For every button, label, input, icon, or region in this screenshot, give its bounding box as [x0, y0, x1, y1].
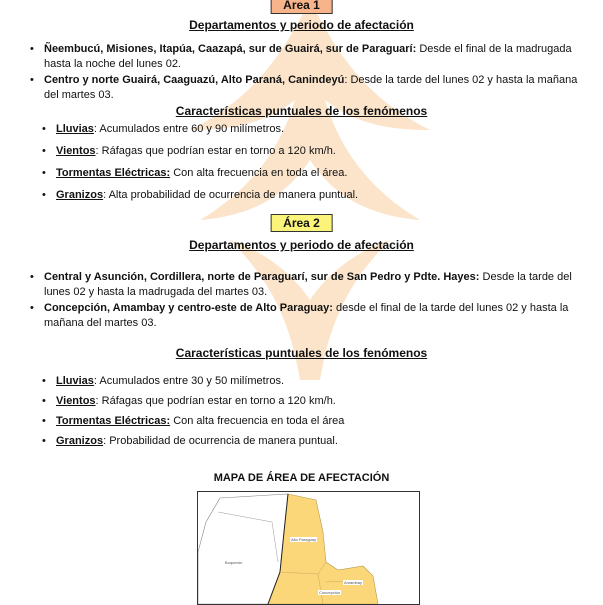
list-item: • Vientos: Ráfagas que podrían estar en torno a 120 km/h. [42, 144, 595, 159]
list-item: • Central y Asunción, Cordillera, norte de Paraguarí, sur de San Pedro y Pdte. Hayes: Desde la tarde del lunes 02 y hasta la madrugada del martes 03. [30, 270, 595, 300]
area2-departments-list [30, 270, 595, 331]
area2-departments-heading: Departamentos y periodo de afectación [189, 238, 414, 252]
map-label-amambay: Amambay [344, 580, 363, 585]
list-item: • Tormentas Eléctricas: Con alta frecuencia en toda el área. [42, 166, 595, 181]
list-item: • Lluvias: Acumulados entre 60 y 90 milímetros. [42, 122, 595, 137]
list-item: • Centro y norte Guairá, Caaguazú, Alto Paraná, Canindeyú: Desde la tarde del lunes 02 y hasta la mañana del martes 03. [30, 73, 595, 103]
list-item: • Concepción, Amambay y centro-este de Alto Paraguay: desde el final de la tarde del lunes 02 y hasta la mañana del martes 03. [30, 301, 595, 331]
map-label-alto-paraguay: Alto Paraguay [291, 537, 317, 542]
map-label-concepcion: Concepción [319, 590, 341, 595]
area1-label: Area 1 [270, 0, 333, 14]
list-item: • Tormentas Eléctricas: Con alta frecuencia en toda el área [42, 414, 595, 429]
list-item: • Granizos: Probabilidad de ocurrencia de manera puntual. [42, 434, 595, 449]
area1-features-heading: Características puntuales de los fenómenos [175, 104, 428, 118]
affected-area-map [197, 491, 420, 605]
list-item: • Granizos: Alta probabilidad de ocurrencia de manera puntual. [42, 188, 595, 203]
area1-departments-list [30, 42, 595, 103]
area2-label: Área 2 [270, 214, 333, 232]
area1-departments-heading: Departamentos y periodo de afectación [189, 18, 414, 32]
area1-features-list [42, 122, 595, 210]
area2-features-heading: Características puntuales de los fenómenos [175, 346, 428, 360]
list-item: • Ñeembucú, Misiones, Itapúa, Caazapá, sur de Guairá, sur de Paraguarí: Desde el final de la madrugada hasta la noche del lunes 02. [30, 42, 595, 72]
map-graphic [198, 492, 419, 604]
area2-features-list [42, 374, 595, 456]
list-item: • Vientos: Ráfagas que podrían estar en torno a 120 km/h. [42, 394, 595, 409]
list-item: • Lluvias: Acumulados entre 30 y 50 milímetros. [42, 374, 595, 389]
map-title: MAPA DE ÁREA DE AFECTACIÓN [213, 472, 390, 484]
map-label-boqueron: Boquerón [225, 560, 243, 565]
